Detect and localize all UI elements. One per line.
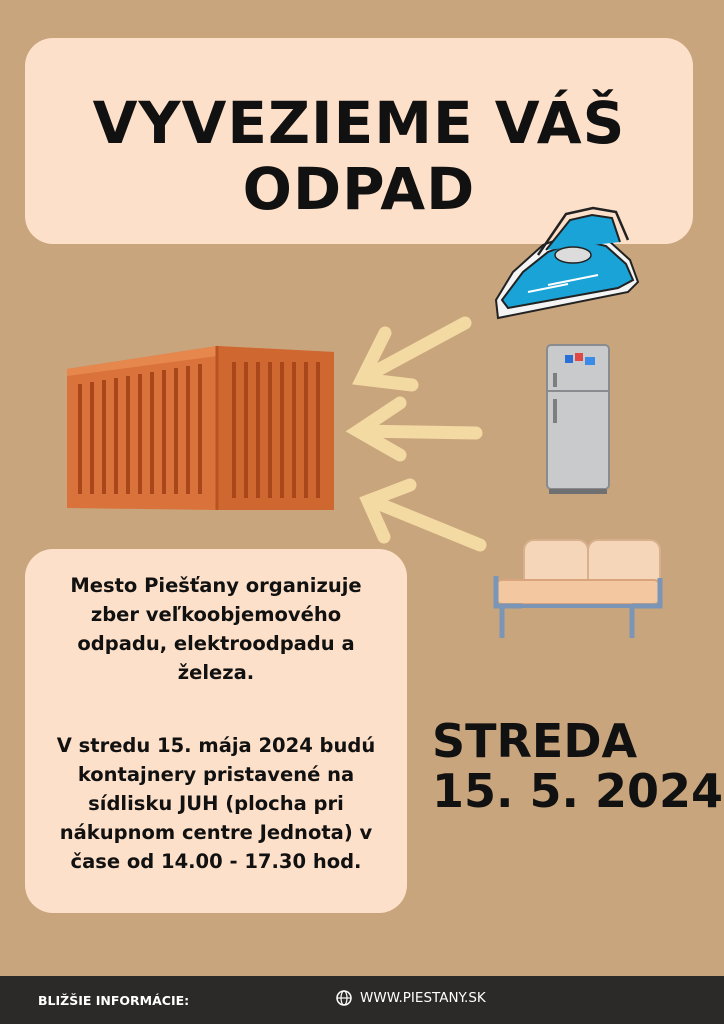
footer-website[interactable]: WWW.PIESTANY.SK	[360, 990, 486, 1006]
info-paragraph-1: Mesto Piešťany organizuje zber veľkoobjemového odpadu, elektroodpadu a železa.	[70, 574, 362, 684]
footer-website-link[interactable]	[336, 990, 486, 1006]
event-date	[432, 716, 723, 816]
event-date-value: 15. 5. 2024	[432, 764, 724, 818]
footer	[0, 976, 724, 1024]
globe-icon	[336, 990, 352, 1006]
container-icon	[62, 344, 337, 514]
headline-line-2: ODPAD	[242, 155, 476, 223]
fridge-icon	[545, 343, 611, 495]
sofa-icon	[492, 536, 664, 640]
iron-icon	[488, 200, 648, 325]
arrows-graphic	[340, 305, 500, 555]
headline-line-1: VYVEZIEME VÁŠ	[92, 89, 626, 157]
info-box	[25, 549, 407, 913]
footer-label: BLIŽŠIE INFORMÁCIE:	[38, 993, 190, 1008]
info-paragraph-2: V stredu 15. mája 2024 budú kontajnery pristavené na sídlisku JUH (plocha pri nákupnom centre Jednota) v čase od 14.00 - 17.30 hod.	[56, 734, 376, 873]
event-day: STREDA	[432, 714, 638, 768]
